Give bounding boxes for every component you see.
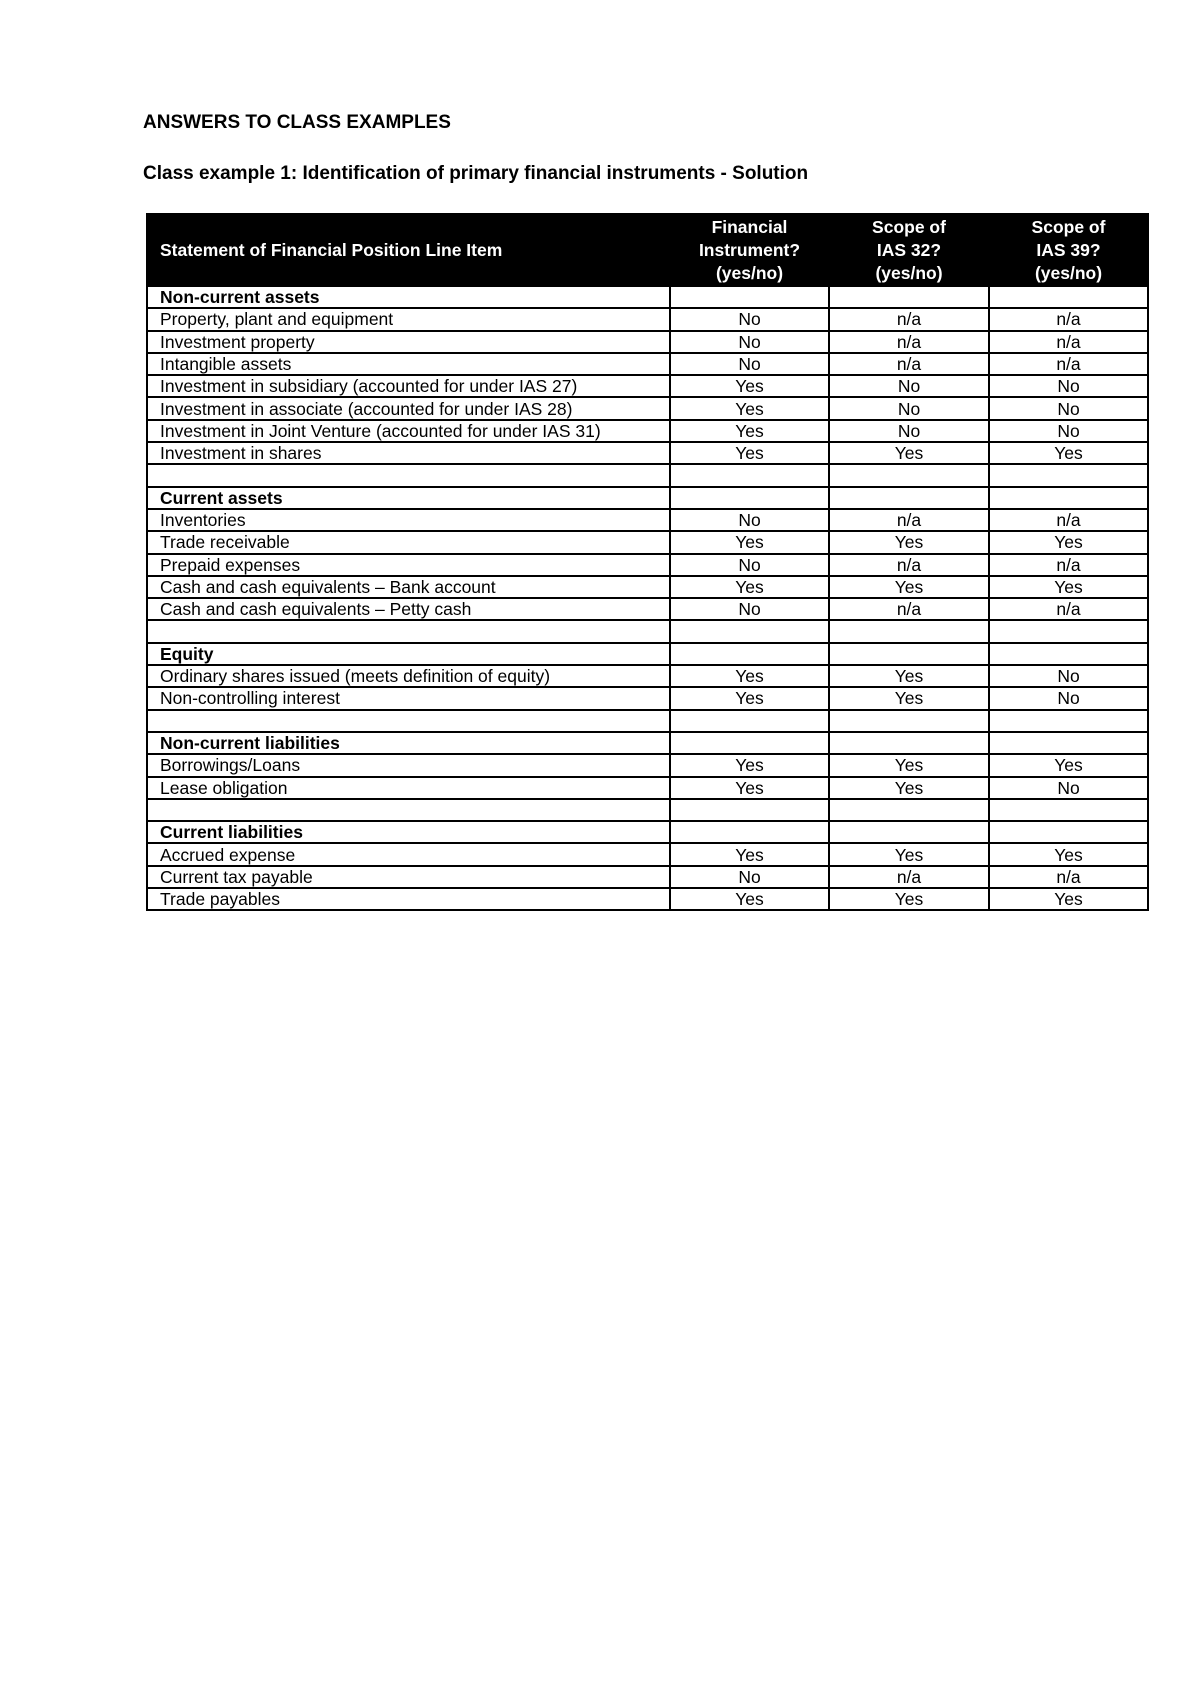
ias32-scope-value: n/a xyxy=(829,509,989,531)
line-item-label: Trade payables xyxy=(147,888,670,910)
line-item-label: Investment in shares xyxy=(147,442,670,464)
ias32-scope-value: n/a xyxy=(829,554,989,576)
header-text-line: (yes/no) xyxy=(875,262,943,283)
ias39-scope-value xyxy=(989,799,1148,821)
ias32-scope-value xyxy=(829,821,989,843)
ias39-scope-value: No xyxy=(989,420,1148,442)
line-item-label: Investment in subsidiary (accounted for under IAS 27) xyxy=(147,375,670,397)
table-row xyxy=(147,509,1148,531)
line-item-label: Investment property xyxy=(147,331,670,353)
financial-instrument-value: No xyxy=(670,353,829,375)
ias32-scope-value xyxy=(829,732,989,754)
ias39-scope-value: Yes xyxy=(989,576,1148,598)
ias39-scope-value: Yes xyxy=(989,531,1148,553)
ias32-scope-value: No xyxy=(829,420,989,442)
ias39-scope-value: No xyxy=(989,777,1148,799)
table-row xyxy=(147,554,1148,576)
line-item-label: Property, plant and equipment xyxy=(147,308,670,330)
table-row xyxy=(147,777,1148,799)
blank-row xyxy=(147,620,1148,642)
line-item-label: Trade receivable xyxy=(147,531,670,553)
financial-instrument-value xyxy=(670,710,829,732)
ias39-scope-value: n/a xyxy=(989,308,1148,330)
line-item-label: Investment in Joint Venture (accounted for under IAS 31) xyxy=(147,420,670,442)
financial-instrument-value: No xyxy=(670,509,829,531)
section-title: Non-current liabilities xyxy=(147,732,670,754)
document-heading: ANSWERS TO CLASS EXAMPLES xyxy=(143,112,451,133)
table-row xyxy=(147,598,1148,620)
header-text-line: IAS 32? xyxy=(876,239,942,260)
header-text-line: IAS 39? xyxy=(1036,239,1101,260)
ias32-scope-value: Yes xyxy=(829,665,989,687)
ias32-scope-value: n/a xyxy=(829,353,989,375)
financial-instrument-value xyxy=(670,620,829,642)
table-row xyxy=(147,866,1148,888)
ias39-scope-value xyxy=(989,620,1148,642)
blank-row xyxy=(147,464,1148,486)
table-row xyxy=(147,531,1148,553)
ias39-scope-value: n/a xyxy=(989,331,1148,353)
ias39-scope-value xyxy=(989,464,1148,486)
header-financial-instrument xyxy=(670,214,829,286)
ias32-scope-value: Yes xyxy=(829,576,989,598)
financial-instrument-value: Yes xyxy=(670,531,829,553)
ias32-scope-value: n/a xyxy=(829,308,989,330)
ias39-scope-value: Yes xyxy=(989,442,1148,464)
line-item-label xyxy=(147,464,670,486)
financial-instruments-table xyxy=(146,213,1149,911)
header-text-line: Statement of Financial Position Line Item xyxy=(160,239,503,260)
ias32-scope-value xyxy=(829,620,989,642)
document-subheading: Class example 1: Identification of primary financial instruments - Solution xyxy=(143,163,809,184)
financial-instrument-value: Yes xyxy=(670,888,829,910)
header-text-line: Scope of xyxy=(1031,216,1106,237)
line-item-label: Lease obligation xyxy=(147,777,670,799)
financial-instrument-value: Yes xyxy=(670,665,829,687)
line-item-label: Prepaid expenses xyxy=(147,554,670,576)
financial-instrument-value: No xyxy=(670,308,829,330)
financial-instrument-value: Yes xyxy=(670,375,829,397)
header-text-line: Scope of xyxy=(872,216,946,237)
table-row xyxy=(147,687,1148,709)
table-row xyxy=(147,442,1148,464)
ias39-scope-value xyxy=(989,710,1148,732)
table-row xyxy=(147,576,1148,598)
blank-row xyxy=(147,799,1148,821)
section-title: Current liabilities xyxy=(147,821,670,843)
ias32-scope-value: n/a xyxy=(829,598,989,620)
ias39-scope-value: No xyxy=(989,665,1148,687)
ias39-scope-value: Yes xyxy=(989,843,1148,865)
ias32-scope-value: Yes xyxy=(829,531,989,553)
ias39-scope-value: No xyxy=(989,687,1148,709)
line-item-label: Ordinary shares issued (meets definition of equity) xyxy=(147,665,670,687)
ias39-scope-value: Yes xyxy=(989,888,1148,910)
ias39-scope-value: No xyxy=(989,397,1148,419)
section-row xyxy=(147,732,1148,754)
financial-instrument-value xyxy=(670,643,829,665)
table-body xyxy=(147,286,1148,910)
line-item-label: Cash and cash equivalents – Bank account xyxy=(147,576,670,598)
ias39-scope-value xyxy=(989,487,1148,509)
financial-instrument-value xyxy=(670,487,829,509)
header-scope-ias32 xyxy=(829,214,989,286)
ias39-scope-value: n/a xyxy=(989,598,1148,620)
financial-instrument-value: Yes xyxy=(670,754,829,776)
line-item-label: Accrued expense xyxy=(147,843,670,865)
ias32-scope-value: Yes xyxy=(829,777,989,799)
ias39-scope-value xyxy=(989,732,1148,754)
header-text-line: Instrument? xyxy=(698,239,801,260)
line-item-label: Current tax payable xyxy=(147,866,670,888)
ias39-scope-value: n/a xyxy=(989,353,1148,375)
financial-instrument-value: Yes xyxy=(670,777,829,799)
ias39-scope-value: n/a xyxy=(989,554,1148,576)
financial-instrument-value: Yes xyxy=(670,442,829,464)
table-row xyxy=(147,397,1148,419)
financial-instrument-value: No xyxy=(670,331,829,353)
line-item-label: Cash and cash equivalents – Petty cash xyxy=(147,598,670,620)
ias32-scope-value: No xyxy=(829,375,989,397)
ias32-scope-value: Yes xyxy=(829,442,989,464)
ias32-scope-value xyxy=(829,710,989,732)
ias32-scope-value: No xyxy=(829,397,989,419)
line-item-label xyxy=(147,799,670,821)
table-header-row xyxy=(147,214,1148,286)
ias32-scope-value: Yes xyxy=(829,687,989,709)
table-row xyxy=(147,331,1148,353)
financial-instrument-value xyxy=(670,732,829,754)
table-row xyxy=(147,754,1148,776)
ias32-scope-value: Yes xyxy=(829,754,989,776)
header-line-item xyxy=(147,214,670,286)
ias32-scope-value: Yes xyxy=(829,888,989,910)
financial-instrument-value: Yes xyxy=(670,843,829,865)
section-title: Equity xyxy=(147,643,670,665)
financial-instrument-value xyxy=(670,286,829,308)
header-text-line: Financial xyxy=(711,216,788,237)
financial-instrument-value xyxy=(670,799,829,821)
ias32-scope-value xyxy=(829,286,989,308)
financial-instrument-value xyxy=(670,464,829,486)
table-header xyxy=(147,214,1148,286)
table-row xyxy=(147,843,1148,865)
section-row xyxy=(147,286,1148,308)
line-item-label: Inventories xyxy=(147,509,670,531)
ias32-scope-value xyxy=(829,487,989,509)
table-row xyxy=(147,420,1148,442)
blank-row xyxy=(147,710,1148,732)
ias32-scope-value: Yes xyxy=(829,843,989,865)
line-item-label: Investment in associate (accounted for under IAS 28) xyxy=(147,397,670,419)
financial-instrument-value: Yes xyxy=(670,576,829,598)
ias32-scope-value xyxy=(829,643,989,665)
ias39-scope-value xyxy=(989,286,1148,308)
ias39-scope-value xyxy=(989,821,1148,843)
header-scope-ias39 xyxy=(989,214,1148,286)
ias39-scope-value: n/a xyxy=(989,509,1148,531)
financial-instrument-value: Yes xyxy=(670,420,829,442)
line-item-label xyxy=(147,620,670,642)
section-title: Non-current assets xyxy=(147,286,670,308)
table-row xyxy=(147,375,1148,397)
section-row xyxy=(147,487,1148,509)
section-title: Current assets xyxy=(147,487,670,509)
ias39-scope-value: Yes xyxy=(989,754,1148,776)
line-item-label xyxy=(147,710,670,732)
section-row xyxy=(147,643,1148,665)
ias32-scope-value xyxy=(829,464,989,486)
financial-instrument-value: Yes xyxy=(670,397,829,419)
financial-instrument-value: No xyxy=(670,598,829,620)
ias39-scope-value: n/a xyxy=(989,866,1148,888)
ias32-scope-value: n/a xyxy=(829,866,989,888)
ias32-scope-value xyxy=(829,799,989,821)
table-row xyxy=(147,665,1148,687)
financial-instrument-value: No xyxy=(670,554,829,576)
financial-instrument-value: Yes xyxy=(670,687,829,709)
line-item-label: Borrowings/Loans xyxy=(147,754,670,776)
header-text-line: (yes/no) xyxy=(1034,262,1103,283)
ias39-scope-value: No xyxy=(989,375,1148,397)
ias39-scope-value xyxy=(989,643,1148,665)
table-row xyxy=(147,353,1148,375)
financial-instrument-value: No xyxy=(670,866,829,888)
ias32-scope-value: n/a xyxy=(829,331,989,353)
table-row xyxy=(147,308,1148,330)
line-item-label: Intangible assets xyxy=(147,353,670,375)
header-text-line: (yes/no) xyxy=(715,262,784,283)
table-row xyxy=(147,888,1148,910)
section-row xyxy=(147,821,1148,843)
line-item-label: Non-controlling interest xyxy=(147,687,670,709)
financial-instrument-value xyxy=(670,821,829,843)
